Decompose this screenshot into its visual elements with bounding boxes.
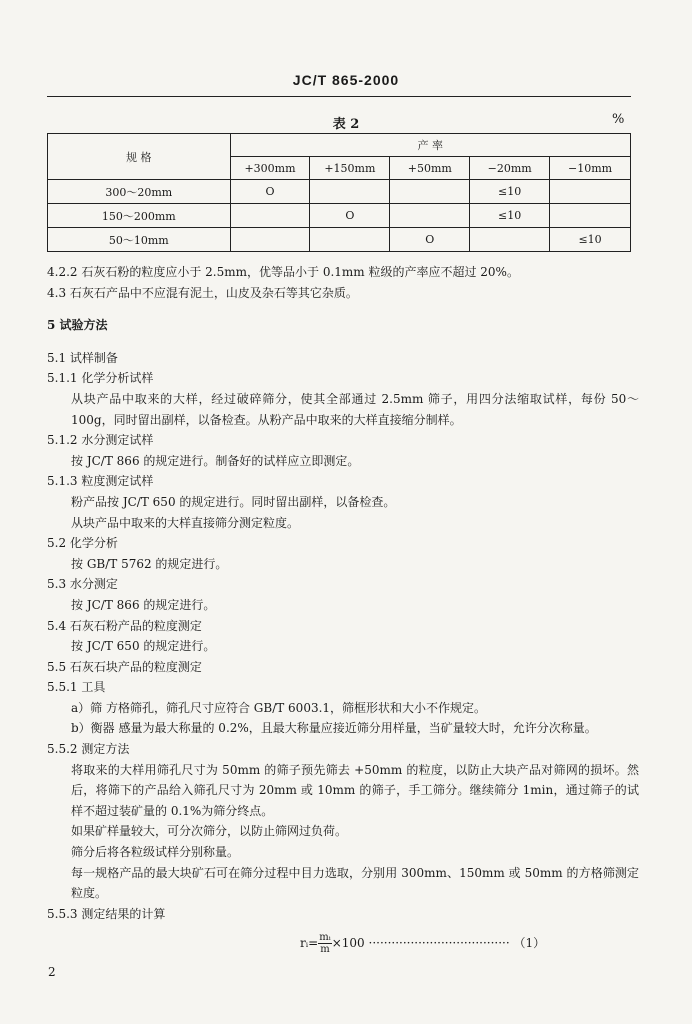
table-cell: ≤10 [470,180,550,204]
sub-header-minus10: −10mm [550,157,631,180]
paragraph-5-5-2c: 筛分后将各粒级试样分别称量。 [71,845,240,860]
clause-5-1-1: 5.1.1 化学分析试样 [47,371,154,386]
sub-header-50: +50mm [390,157,470,180]
table-row [48,180,631,204]
col-header-spec: 规 格 [48,134,231,180]
table-row [48,228,631,252]
formula-numerator: mᵢ [319,932,331,943]
table-cell: O [390,228,470,252]
clause-5-5-2: 5.5.2 测定方法 [47,742,130,757]
table-cell [310,228,390,252]
paragraph-5-1-2: 按 JC/T 866 的规定进行。制备好的试样应立即测定。 [71,453,360,468]
clause-5-4: 5.4 石灰石粉产品的粒度测定 [47,618,202,633]
paragraph-5-1-3b: 从块产品中取来的大样直接筛分测定粒度。 [71,515,300,530]
clause-4-3: 4.3 石灰石产品中不应混有泥土，山皮及杂石等其它杂质。 [47,285,358,300]
paragraph-5-5-2a: 将取来的大样用筛孔尺寸为 50mm 的筛子预先筛去 +50mm 的粒度，以防止大块产品对筛网的损坏。然后，将筛下的产品给入筛孔尺寸为 20mm 或 10mm 的筛子，手工筛分。继续筛分 1min，通过筛子的试样不超过装矿量的 0.1%为筛分终点。 [71,762,639,818]
row-spec: 150～200mm [48,204,231,228]
formula-1 [300,932,545,955]
paragraph-5-4: 按 JC/T 650 的规定进行。 [71,639,216,654]
table-cell [230,228,310,252]
formula-denominator: m [320,944,330,955]
table-cell: O [230,180,310,204]
table-cell: ≤10 [470,204,550,228]
paragraph-5-1-3a: 粉产品按 JC/T 650 的规定进行。同时留出副样，以备检查。 [71,494,396,509]
clause-4-2-2: 4.2.2 石灰石粉的粒度应小于 2.5mm，优等品小于 0.1mm 粒级的产率应不超过 20%。 [47,265,519,279]
clause-5-3: 5.3 水分测定 [47,577,118,592]
table-cell: O [310,204,390,228]
formula-rhs: ×100 [331,936,365,950]
granularity-table [47,133,631,252]
sub-header-150: +150mm [310,157,390,180]
table-cell [390,204,470,228]
table-cell [390,180,470,204]
formula-leader-dots: ····································· [368,936,510,950]
table-title: 表 2 [332,117,360,132]
paragraph-5-1-1: 从块产品中取来的大样，经过破碎筛分，使其全部通过 2.5mm 筛子，用四分法缩取试样，每份 50～100g，同时留出副样，以备检查。从粉产品中取来的大样直接缩分制样。 [71,391,639,427]
item-b-scale: b）衡器 感量为最大称量的 0.2%，且最大称量应接近筛分用样量，当矿量较大时，允许分次称量。 [71,721,597,736]
item-a-sieve: a）筛 方格筛孔，筛孔尺寸应符合 GB/T 6003.1，筛框形状和大小不作规定。 [71,700,487,715]
paragraph-5-3: 按 JC/T 866 的规定进行。 [71,597,216,612]
table-cell [230,204,310,228]
paragraph-5-5-2b: 如果矿样量较大，可分次筛分，以防止筛网过负荷。 [71,824,348,839]
clause-5-1: 5.1 试样制备 [47,350,118,365]
row-spec: 300～20mm [48,180,231,204]
formula-lhs: rᵢ= [300,936,319,950]
header-rule [47,96,631,97]
clause-5-5: 5.5 石灰石块产品的粒度测定 [47,659,202,674]
clause-5-5-1: 5.5.1 工具 [47,680,106,695]
table-cell: ≤10 [550,228,631,252]
row-spec: 50～10mm [48,228,231,252]
clause-5-1-2: 5.1.2 水分测定试样 [47,433,154,448]
sub-header-minus20: −20mm [470,157,550,180]
clause-5-5-3: 5.5.3 测定结果的计算 [47,906,166,921]
paragraph-5-5-2d: 每一规格产品的最大块矿石可在筛分过程中目力选取，分别用 300mm、150mm 或 50mm 的方格筛测定粒度。 [71,865,639,901]
page-number: 2 [48,965,56,979]
clause-5-2: 5.2 化学分析 [47,536,118,551]
table-row [48,204,631,228]
col-header-yield: 产 率 [230,134,630,157]
table-unit: % [612,112,625,127]
table-cell [550,180,631,204]
body-text [47,262,639,924]
paragraph-5-2: 按 GB/T 5762 的规定进行。 [71,556,228,571]
clause-5-1-3: 5.1.3 粒度测定试样 [47,474,154,489]
sub-header-300: +300mm [230,157,310,180]
document-header-code: JC/T 865-2000 [292,72,400,88]
formula-number: （1） [513,936,546,950]
table-cell [310,180,390,204]
formula-fraction [318,932,332,955]
section-5-heading: 5 试验方法 [47,318,108,333]
table-cell [550,204,631,228]
table-cell [470,228,550,252]
